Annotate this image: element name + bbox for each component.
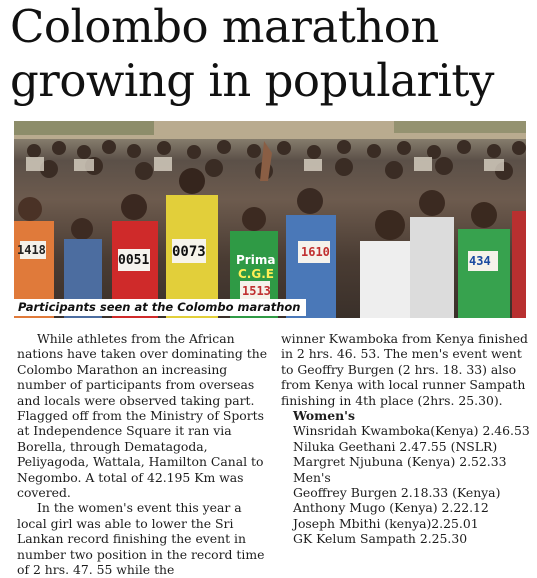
men-results-heading: Men's — [293, 469, 331, 485]
headline-line-1: Colombo marathon — [10, 0, 439, 53]
bib-number: 1610 — [301, 245, 330, 259]
article-column-1 — [17, 331, 272, 578]
bib-number: 0051 — [118, 253, 150, 268]
bib-number: 0073 — [172, 244, 206, 260]
headline-line-2: growing in popularity — [10, 54, 494, 107]
result-line: Niluka Geethani 2.47.55 (NSLR) — [293, 438, 498, 454]
headline — [10, 0, 530, 108]
bib-number: 1513 — [242, 284, 271, 298]
result-line: Joseph Mbithi (kenya)2.25.01 — [293, 515, 479, 531]
result-line: Margret Njubuna (Kenya) 2.52.33 — [293, 454, 507, 470]
article-column-2 — [281, 331, 531, 547]
article-paragraph: While athletes from the African nations have taken over dominating the Colombo Marathon an increasing number of participants from overseas and locals were observed taking part. Flagged off from the Ministry of Sports at Independence Square it ran via Borella, through Dematagoda, Peliyagoda, Wattala, Hamilton Canal to Negombo. A total of 42.195 Km was covered. — [17, 331, 268, 501]
result-line: Geoffrey Burgen 2.18.33 (Kenya) — [293, 485, 501, 501]
result-line: Anthony Mugo (Kenya) 2.22.12 — [293, 500, 489, 516]
marathon-photo — [14, 121, 526, 318]
bib-number: 1418 — [17, 243, 46, 257]
article-paragraph: In the women's event this year a local girl was able to lower the Sri Lankan record finishing the event in number two position in the record time of 2 hrs. 47. 55 while the — [17, 500, 265, 578]
women-results-heading: Women's — [293, 408, 355, 424]
result-line: GK Kelum Sampath 2.25.30 — [293, 531, 468, 547]
shirt-text: Prima — [236, 253, 276, 267]
bib-number: 434 — [469, 254, 491, 268]
article-paragraph: winner Kwamboka from Kenya finished in 2 hrs. 46. 53. The men's event went to Geoffry Burgen (2 hrs. 18. 33) also from Kenya with local runner Sampath finishing in 4th place (2hrs. 25.30). — [281, 331, 528, 408]
result-line: Winsridah Kwamboka(Kenya) 2.46.53 — [293, 423, 530, 439]
photo-caption: Participants seen at the Colombo marathon — [14, 299, 306, 316]
shirt-text: C.G.E — [238, 267, 274, 281]
